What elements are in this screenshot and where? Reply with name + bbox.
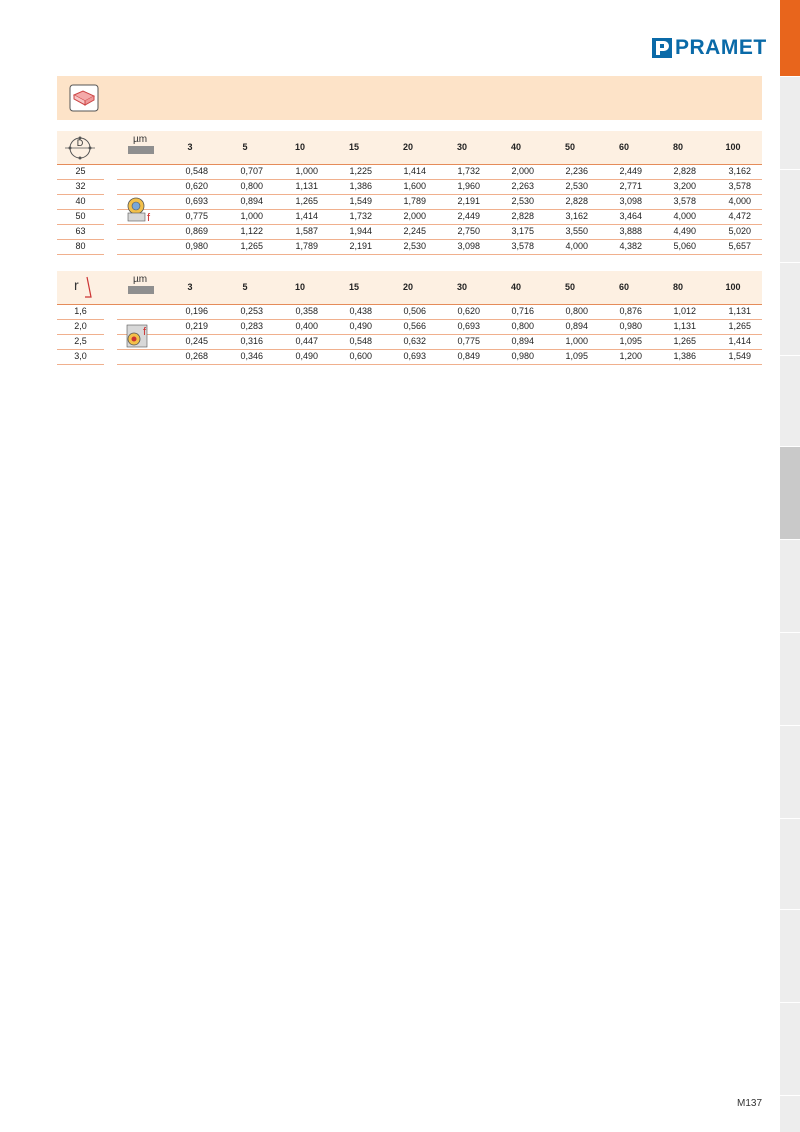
table-cell: 0,346 — [240, 351, 263, 361]
table-cell: 1,732 — [457, 166, 480, 176]
table-cell: 1,265 — [728, 321, 751, 331]
table-row — [57, 305, 762, 320]
column-header: 50 — [564, 142, 575, 152]
table-cell: 0,490 — [349, 321, 372, 331]
table-cell: 1,095 — [619, 336, 642, 346]
table-row — [57, 335, 762, 350]
table-cell: 0,245 — [185, 336, 208, 346]
table-cell: 3,200 — [673, 181, 696, 191]
section-header-band — [57, 76, 762, 120]
table-cell: 2,530 — [565, 181, 588, 191]
side-tab[interactable] — [780, 819, 800, 910]
table-cell: 5,657 — [728, 241, 751, 251]
milling-feed-icon — [125, 191, 157, 225]
table-cell: 2,828 — [511, 211, 534, 221]
row-key: 25 — [75, 166, 86, 176]
unit-label: µm — [133, 134, 148, 145]
row-divider — [117, 254, 762, 255]
table-cell: 1,095 — [565, 351, 588, 361]
brand-name: PRAMET — [675, 36, 767, 59]
table-cell: 0,894 — [511, 336, 534, 346]
column-header: 60 — [618, 282, 629, 292]
table-cell: 2,000 — [511, 166, 534, 176]
row-key: 2,5 — [74, 336, 87, 346]
svg-text:f: f — [147, 212, 151, 224]
table-row — [57, 165, 762, 180]
svg-text:f: f — [143, 326, 147, 338]
table-cell: 1,414 — [295, 211, 318, 221]
table-header — [57, 131, 762, 165]
side-tab[interactable] — [780, 170, 800, 263]
row-divider — [117, 364, 762, 365]
table-cell: 0,316 — [240, 336, 263, 346]
column-header: 80 — [672, 282, 683, 292]
side-tab[interactable] — [780, 1003, 800, 1096]
column-header: 40 — [510, 142, 521, 152]
feed-table-diameter — [57, 131, 762, 255]
column-header: 60 — [618, 142, 629, 152]
svg-text:D: D — [76, 138, 84, 148]
table-cell: 0,980 — [185, 241, 208, 251]
table-cell: 2,750 — [457, 226, 480, 236]
row-key: 80 — [75, 241, 86, 251]
table-cell: 1,587 — [295, 226, 318, 236]
column-header: 100 — [725, 282, 741, 292]
row-divider — [57, 364, 104, 365]
row-divider — [57, 254, 104, 255]
svg-text:r: r — [74, 277, 79, 293]
table-cell: 2,263 — [511, 181, 534, 191]
table-cell: 4,000 — [728, 196, 751, 206]
row-key: 2,0 — [74, 321, 87, 331]
table-cell: 0,894 — [240, 196, 263, 206]
column-header: 10 — [294, 142, 305, 152]
table-cell: 1,131 — [295, 181, 318, 191]
page-number: M137 — [737, 1098, 763, 1109]
table-cell: 0,693 — [457, 321, 480, 331]
diameter-circle-icon — [57, 131, 104, 165]
table-cell: 3,175 — [511, 226, 534, 236]
table-row — [57, 350, 762, 365]
table-row — [57, 320, 762, 335]
table-cell: 1,386 — [349, 181, 372, 191]
column-header: 15 — [348, 142, 359, 152]
column-header: 5 — [242, 142, 248, 152]
table-cell: 1,386 — [673, 351, 696, 361]
table-cell: 3,098 — [457, 241, 480, 251]
table-cell: 3,098 — [619, 196, 642, 206]
column-header: 5 — [242, 282, 248, 292]
table-row — [57, 210, 762, 225]
column-header: 3 — [187, 282, 193, 292]
table-cell: 0,849 — [457, 351, 480, 361]
column-header: 15 — [348, 282, 359, 292]
table-cell: 3,578 — [673, 196, 696, 206]
table-cell: 1,265 — [673, 336, 696, 346]
table-cell: 3,162 — [565, 211, 588, 221]
table-cell: 2,449 — [619, 166, 642, 176]
surface-roughness-icon — [128, 286, 154, 294]
table-header — [57, 271, 762, 305]
table-cell: 1,600 — [403, 181, 426, 191]
table-cell: 0,253 — [240, 306, 263, 316]
table-cell: 0,490 — [295, 351, 318, 361]
table-cell: 0,800 — [565, 306, 588, 316]
column-header: 20 — [402, 282, 413, 292]
table-cell: 0,716 — [511, 306, 534, 316]
feed-table-corner-radius — [57, 271, 762, 365]
table-cell: 2,828 — [565, 196, 588, 206]
table-cell: 0,400 — [295, 321, 318, 331]
column-header: 3 — [187, 142, 193, 152]
table-cell: 4,490 — [673, 226, 696, 236]
table-cell: 2,771 — [619, 181, 642, 191]
table-cell: 1,200 — [619, 351, 642, 361]
table-cell: 3,888 — [619, 226, 642, 236]
table-cell: 0,438 — [349, 306, 372, 316]
table-row — [57, 195, 762, 210]
book-icon — [69, 84, 99, 112]
table-cell: 0,876 — [619, 306, 642, 316]
table-cell: 4,000 — [673, 211, 696, 221]
table-cell: 0,693 — [185, 196, 208, 206]
table-cell: 0,632 — [403, 336, 426, 346]
table-cell: 4,472 — [728, 211, 751, 221]
table-cell: 0,800 — [511, 321, 534, 331]
table-row — [57, 240, 762, 255]
table-cell: 1,549 — [349, 196, 372, 206]
corner-radius-icon — [57, 271, 104, 305]
side-tab[interactable] — [780, 633, 800, 726]
table-cell: 0,775 — [185, 211, 208, 221]
table-cell: 1,012 — [673, 306, 696, 316]
table-cell: 0,894 — [565, 321, 588, 331]
table-cell: 0,800 — [240, 181, 263, 191]
row-key: 1,6 — [74, 306, 87, 316]
side-tab-strip — [780, 0, 800, 1132]
table-cell: 0,775 — [457, 336, 480, 346]
table-row — [57, 180, 762, 195]
table-cell: 5,020 — [728, 226, 751, 236]
table-row — [57, 225, 762, 240]
table-cell: 1,789 — [295, 241, 318, 251]
table-cell: 1,789 — [403, 196, 426, 206]
table-cell: 2,828 — [673, 166, 696, 176]
unit-label: µm — [133, 274, 148, 285]
table-cell: 0,196 — [185, 306, 208, 316]
table-cell: 1,265 — [295, 196, 318, 206]
table-cell: 1,000 — [295, 166, 318, 176]
turning-feed-icon — [125, 319, 157, 353]
table-cell: 1,000 — [565, 336, 588, 346]
surface-roughness-icon — [128, 146, 154, 154]
side-tab[interactable] — [780, 0, 800, 77]
table-cell: 4,000 — [565, 241, 588, 251]
table-cell: 0,980 — [511, 351, 534, 361]
column-header: 50 — [564, 282, 575, 292]
table-cell: 2,530 — [403, 241, 426, 251]
column-header: 100 — [725, 142, 741, 152]
table-cell: 2,191 — [349, 241, 372, 251]
table-cell: 2,191 — [457, 196, 480, 206]
table-cell: 2,236 — [565, 166, 588, 176]
table-cell: 1,549 — [728, 351, 751, 361]
table-cell: 0,620 — [185, 181, 208, 191]
table-cell: 2,530 — [511, 196, 534, 206]
brand-logo — [652, 36, 767, 60]
table-body — [57, 305, 762, 365]
table-cell: 1,122 — [240, 226, 263, 236]
side-tab[interactable] — [780, 447, 800, 540]
table-cell: 2,000 — [403, 211, 426, 221]
table-cell: 0,283 — [240, 321, 263, 331]
table-cell: 2,449 — [457, 211, 480, 221]
column-header: 30 — [456, 282, 467, 292]
table-cell: 2,245 — [403, 226, 426, 236]
table-cell: 1,944 — [349, 226, 372, 236]
row-key: 32 — [75, 181, 86, 191]
table-cell: 0,268 — [185, 351, 208, 361]
table-cell: 0,620 — [457, 306, 480, 316]
table-cell: 0,506 — [403, 306, 426, 316]
table-body — [57, 165, 762, 255]
table-cell: 1,960 — [457, 181, 480, 191]
table-cell: 3,578 — [511, 241, 534, 251]
row-key: 3,0 — [74, 351, 87, 361]
table-cell: 1,131 — [728, 306, 751, 316]
table-cell: 0,548 — [185, 166, 208, 176]
table-cell: 0,980 — [619, 321, 642, 331]
side-tab[interactable] — [780, 540, 800, 633]
table-cell: 1,131 — [673, 321, 696, 331]
side-tab[interactable] — [780, 910, 800, 1003]
pramet-logo-icon — [652, 38, 672, 58]
table-cell: 0,566 — [403, 321, 426, 331]
table-cell: 1,414 — [728, 336, 751, 346]
table-cell: 1,000 — [240, 211, 263, 221]
column-header: 30 — [456, 142, 467, 152]
table-cell: 0,447 — [295, 336, 318, 346]
table-cell: 3,550 — [565, 226, 588, 236]
table-cell: 0,358 — [295, 306, 318, 316]
table-cell: 1,265 — [240, 241, 263, 251]
side-tab[interactable] — [780, 726, 800, 819]
table-cell: 3,578 — [728, 181, 751, 191]
column-header: 10 — [294, 282, 305, 292]
table-cell: 1,225 — [349, 166, 372, 176]
table-cell: 5,060 — [673, 241, 696, 251]
table-cell: 1,414 — [403, 166, 426, 176]
side-tab[interactable] — [780, 356, 800, 447]
row-key: 63 — [75, 226, 86, 236]
table-cell: 1,732 — [349, 211, 372, 221]
side-tab[interactable] — [780, 77, 800, 170]
table-cell: 0,600 — [349, 351, 372, 361]
table-cell: 0,707 — [240, 166, 263, 176]
row-key: 50 — [75, 211, 86, 221]
table-cell: 4,382 — [619, 241, 642, 251]
table-cell: 0,869 — [185, 226, 208, 236]
table-cell: 3,464 — [619, 211, 642, 221]
side-tab[interactable] — [780, 263, 800, 356]
table-cell: 0,219 — [185, 321, 208, 331]
table-cell: 3,162 — [728, 166, 751, 176]
column-header: 80 — [672, 142, 683, 152]
table-cell: 0,548 — [349, 336, 372, 346]
row-key: 40 — [75, 196, 86, 206]
column-header: 40 — [510, 282, 521, 292]
column-header: 20 — [402, 142, 413, 152]
table-cell: 0,693 — [403, 351, 426, 361]
